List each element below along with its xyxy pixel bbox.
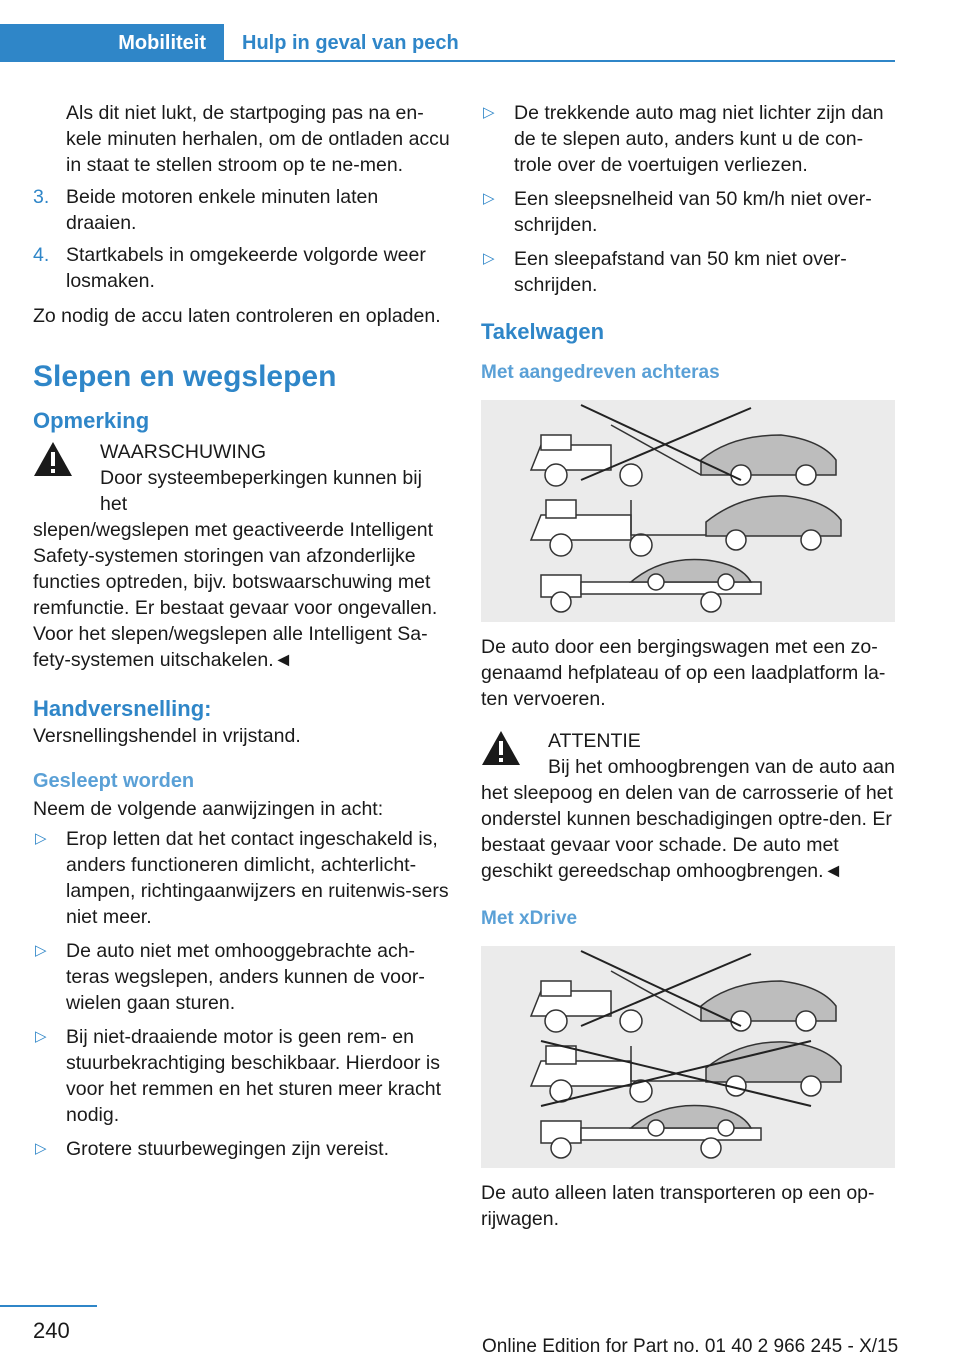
towing-figure-xdrive	[481, 946, 895, 1168]
attention-text: het sleepoog en delen van de carrosserie of het onderstel kunnen beschadigingen optre-den. Er bestaat gevaar voor schade. De auto met geschikt gereedschap omhoogbrengen.◄	[481, 782, 893, 882]
step-item	[33, 184, 450, 236]
tow-truck-illustration	[481, 400, 895, 622]
triangle-right-icon: ▷	[483, 250, 495, 267]
warning-text-first: Door systeembeperkingen kunnen bij het	[100, 467, 422, 515]
footer-rule	[0, 1305, 97, 1307]
gesleept-heading: Gesleept worden	[33, 770, 195, 792]
header-rule	[224, 60, 895, 62]
tab-hulp-bij-pech[interactable]: Hulp in geval van pech	[242, 32, 459, 54]
list-item-text: De auto niet met omhooggebrachte ach-teras wegslepen, anders kunnen de voor-wielen gaan sturen.	[66, 940, 425, 1014]
list-item	[481, 100, 898, 178]
after-steps-text: Zo nodig de accu laten controleren en opladen.	[33, 305, 441, 327]
step-text: Beide motoren enkele minuten laten draaien.	[66, 186, 379, 234]
attention-block	[481, 728, 898, 884]
list-item-text: Een sleepafstand van 50 km niet over-schrijden.	[514, 248, 847, 296]
left-column	[33, 100, 450, 1162]
section-title: Slepen en wegslepen	[33, 360, 337, 393]
takelwagen-heading: Takelwagen	[481, 319, 605, 344]
list-item-text: Erop letten dat het contact ingeschakeld is, anders functioneren dimlicht, achterlicht-lampen, richtingaanwijzers en ruitenwis-sers niet meer.	[66, 828, 449, 928]
step-number: 4.	[33, 244, 50, 266]
figure-caption-achteras: De auto door een bergingswagen met een zo-genaamd hefplateau of op een laadplatform la-ten vervoeren.	[481, 636, 886, 710]
right-column	[481, 100, 898, 1232]
warning-text: slepen/wegslepen met geactiveerde Intelligent Safety-systemen storingen van afzonderlijke functies optreden, bijv. botswaarschuwing met remfunctie. Er bestaat gevaar voor ongevallen. Voor het slepen/wegslepen alle Intelligent Sa-fety-systemen uitschakelen.◄	[33, 519, 438, 671]
list-item	[33, 938, 450, 1016]
list-item	[33, 826, 450, 930]
triangle-right-icon: ▷	[35, 1140, 47, 1157]
triangle-right-icon: ▷	[483, 190, 495, 207]
gesleept-intro: Neem de volgende aanwijzingen in acht:	[33, 798, 384, 820]
list-item	[481, 186, 898, 238]
tab-mobiliteit[interactable]	[0, 24, 224, 62]
edition-text: Online Edition for Part no. 01 40 2 966 245 - X/15	[482, 1336, 899, 1357]
triangle-right-icon: ▷	[35, 1028, 47, 1045]
header-tabs	[0, 24, 895, 62]
list-item-text: De trekkende auto mag niet lichter zijn dan de te slepen auto, anders kunt u de con-trole over de voertuigen verliezen.	[514, 102, 884, 176]
page-number: 240	[33, 1318, 70, 1343]
attention-label: ATTENTIE	[548, 730, 641, 752]
handversnelling-heading: Handversnelling:	[33, 696, 212, 721]
attention-text-first: Bij het omhoogbrengen van de auto aan	[548, 756, 895, 778]
step-continuation: Als dit niet lukt, de startpoging pas na en-kele minuten herhalen, om de ontladen accu in staat te stellen stroom op te ne-men.	[66, 102, 450, 176]
xdrive-heading: Met xDrive	[481, 908, 578, 929]
warning-block	[33, 439, 450, 673]
figure-caption-xdrive: De auto alleen laten transporteren op een op-rijwagen.	[481, 1182, 875, 1230]
triangle-right-icon: ▷	[35, 942, 47, 959]
warning-triangle-icon	[481, 730, 521, 766]
warning-label: WAARSCHUWING	[100, 441, 267, 463]
list-item-text: Grotere stuurbewegingen zijn vereist.	[66, 1138, 389, 1160]
list-item-text: Bij niet-draaiende motor is geen rem- en stuurbekrachtiging beschikbaar. Hierdoor is voor het remmen en het sturen meer kracht nodig.	[66, 1026, 442, 1126]
triangle-right-icon: ▷	[35, 830, 47, 847]
list-item-text: Een sleepsnelheid van 50 km/h niet over-schrijden.	[514, 188, 872, 236]
step-text: Startkabels in omgekeerde volgorde weer losmaken.	[66, 244, 426, 292]
list-item	[481, 246, 898, 298]
achteras-heading: Met aangedreven achteras	[481, 362, 720, 383]
list-item	[33, 1136, 450, 1162]
tab-mobiliteit-label: Mobiliteit	[118, 32, 206, 54]
triangle-right-icon: ▷	[483, 104, 495, 121]
list-item	[33, 1024, 450, 1128]
warning-triangle-icon	[33, 441, 73, 477]
step-item	[33, 242, 450, 294]
step-number: 3.	[33, 186, 50, 208]
towing-figure-achteras	[481, 400, 895, 622]
tow-truck-illustration	[481, 946, 895, 1168]
opmerking-heading: Opmerking	[33, 408, 150, 433]
handversnelling-text: Versnellingshendel in vrijstand.	[33, 725, 301, 747]
